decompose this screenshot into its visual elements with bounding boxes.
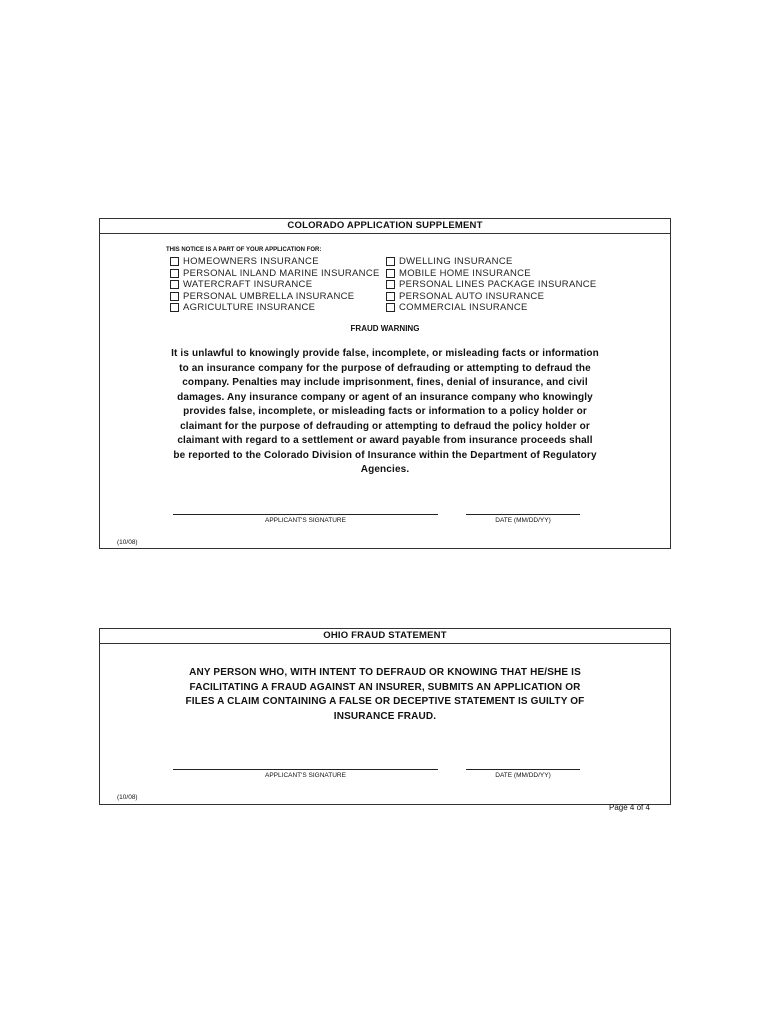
date-caption: DATE (MM/DD/YY) [495,772,551,779]
ohio-statement-panel [99,628,671,805]
fraud-warning-heading: FRAUD WARNING [350,324,420,333]
right-option-column [386,256,666,314]
option-agriculture[interactable]: AGRICULTURE INSURANCE [170,302,352,314]
checkbox[interactable] [386,280,395,289]
left-option-column [170,256,380,314]
signature-caption: APPLICANT'S SIGNATURE [265,517,346,524]
checkbox[interactable] [386,303,395,312]
application-notice: THIS NOTICE IS A PART OF YOUR APPLICATION FOR: [166,247,322,253]
colorado-title: COLORADO APPLICATION SUPPLEMENT [100,219,670,234]
checkbox[interactable] [170,280,179,289]
checkbox[interactable] [386,292,395,301]
option-personal-lines-package[interactable]: PERSONAL LINES PACKAGE INSURANCE [386,279,666,291]
date-line[interactable] [466,514,580,515]
checkbox[interactable] [386,257,395,266]
option-watercraft[interactable]: WATERCRAFT INSURANCE [170,279,352,291]
option-dwelling[interactable]: DWELLING INSURANCE [386,256,666,268]
option-homeowners[interactable]: HOMEOWNERS INSURANCE [170,256,352,268]
checkbox[interactable] [170,303,179,312]
ohio-title: OHIO FRAUD STATEMENT [100,629,670,644]
checkbox[interactable] [170,269,179,278]
option-commercial[interactable]: COMMERCIAL INSURANCE [386,302,666,314]
ohio-fraud-paragraph: ANY PERSON WHO, WITH INTENT TO DEFRAUD OR KNOWING THAT HE/SHE IS FACILITATING A FRAUD AGAINST AN INSURER, SUBMITS AN APPLICATION OR FILES A CLAIM CONTAINING A FALSE OR DECEPTIVE STATEMENT IS GUILTY OF INSURANCE FRAUD. [185,667,585,722]
checkbox[interactable] [170,292,179,301]
signature-line[interactable] [173,514,438,515]
page-number: Page 4 of 4 [609,803,650,812]
checkbox[interactable] [386,269,395,278]
checkbox[interactable] [170,257,179,266]
date-line[interactable] [466,769,580,770]
signature-line[interactable] [173,769,438,770]
option-personal-auto[interactable]: PERSONAL AUTO INSURANCE [386,291,666,303]
date-caption: DATE (MM/DD/YY) [495,517,551,524]
signature-caption: APPLICANT'S SIGNATURE [265,772,346,779]
colorado-supplement-panel [99,218,671,549]
option-mobile-home[interactable]: MOBILE HOME INSURANCE [386,268,666,280]
form-code: (10/08) [117,539,138,546]
option-umbrella[interactable]: PERSONAL UMBRELLA INSURANCE [170,291,352,303]
colorado-fraud-paragraph: It is unlawful to knowingly provide false, incomplete, or misleading facts or information to an insurance company for the purpose of defrauding or attempting to defraud the company. Penalties may include imprisonment, fines, denial of insurance, and civil damages. Any insurance company or agent of an insurance company who knowingly provides false, incomplete, or misleading facts or information to a policy holder or claimant for the purpose of defrauding or attempting to defraud the policy holder or claimant with regard to a settlement or award payable from insurance proceeds shall be reported to the Colorado Division of Insurance within the Department of Regulatory Agencies. [171,348,599,475]
form-code: (10/08) [117,794,138,801]
option-inland-marine[interactable]: PERSONAL INLAND MARINE INSURANCE [170,268,352,280]
